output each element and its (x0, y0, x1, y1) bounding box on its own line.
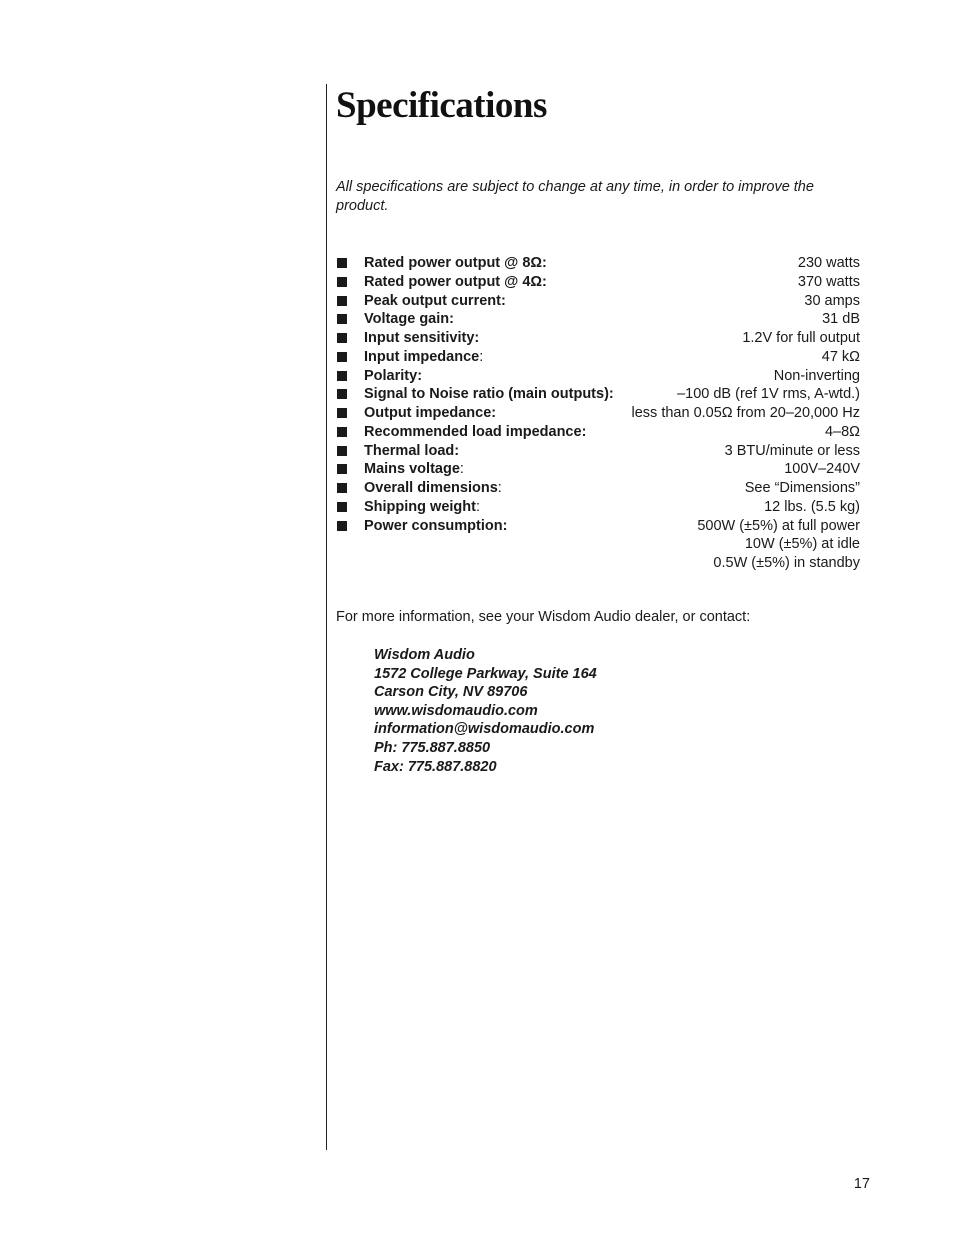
spec-label: Power consumption: (364, 517, 508, 534)
spec-label: Overall dimensions: (364, 480, 502, 496)
spec-value: –100 dB (ref 1V rms, A-wtd.) (677, 386, 860, 403)
spec-label: Rated power output @ 4Ω: (364, 273, 547, 290)
spec-label: Input impedance: (364, 348, 484, 365)
square-bullet-icon (337, 352, 347, 362)
spec-label: Peak output current: (364, 292, 506, 309)
contact-address (374, 646, 597, 776)
spec-label: Shipping weight: (364, 498, 480, 515)
square-bullet-icon (337, 314, 347, 324)
spec-label: Output impedance: (364, 405, 497, 421)
square-bullet-icon (337, 464, 347, 474)
address-line: 1572 College Parkway, Suite 164 (374, 665, 597, 682)
spec-value: 0.5W (±5%) in standby (713, 555, 860, 571)
square-bullet-icon (337, 446, 347, 456)
spec-value: 370 watts (797, 273, 860, 290)
address-line: Fax: 775.887.8820 (374, 758, 497, 775)
address-line: information@wisdomaudio.com (374, 721, 595, 738)
spec-value: Non-inverting (773, 367, 860, 384)
spec-value: 10W (±5%) at idle (744, 536, 860, 553)
spec-row (336, 479, 860, 498)
spec-row (336, 423, 860, 442)
square-bullet-icon (337, 371, 347, 381)
contact-intro: For more information, see your Wisdom Audio dealer, or contact: (336, 609, 751, 625)
spec-label: Rated power output @ 8Ω: (364, 255, 547, 271)
spec-row (336, 460, 860, 479)
spec-value: 30 amps (804, 292, 860, 309)
spec-value: 31 dB (822, 311, 860, 328)
spec-list (336, 254, 860, 573)
square-bullet-icon (337, 277, 347, 287)
page-title: Specifications (336, 85, 547, 126)
spec-label: Signal to Noise ratio (main outputs): (364, 386, 614, 403)
spec-value: 4–8Ω (824, 423, 860, 440)
spec-value: less than 0.05Ω from 20–20,000 Hz (631, 405, 860, 421)
spec-row (336, 367, 860, 386)
address-line: www.wisdomaudio.com (374, 702, 538, 719)
spec-label: Thermal load: (364, 442, 460, 459)
spec-label: Input sensitivity: (364, 330, 480, 346)
square-bullet-icon (337, 502, 347, 512)
spec-value: 47 kΩ (821, 348, 860, 365)
square-bullet-icon (337, 521, 347, 531)
address-line: Ph: 775.887.8850 (374, 739, 491, 756)
square-bullet-icon (337, 258, 347, 268)
spec-value: 100V–240V (784, 461, 860, 478)
spec-row (336, 292, 860, 311)
spec-row (336, 310, 860, 329)
address-line: Wisdom Audio (374, 647, 475, 663)
spec-row (336, 517, 860, 536)
square-bullet-icon (337, 408, 347, 418)
spec-label: Voltage gain: (364, 311, 454, 328)
square-bullet-icon (337, 483, 347, 493)
disclaimer-note: All specifications are subject to change at any time, in order to improve the product. (336, 179, 814, 214)
square-bullet-icon (337, 333, 347, 343)
square-bullet-icon (337, 296, 347, 306)
spec-row (336, 329, 860, 348)
spec-value-continuation (336, 554, 860, 573)
spec-row (336, 254, 860, 273)
spec-value: 500W (±5%) at full power (697, 517, 860, 534)
spec-value: 230 watts (797, 255, 860, 271)
spec-row (336, 498, 860, 517)
spec-row (336, 442, 860, 461)
spec-value-continuation (336, 535, 860, 554)
spec-value: 3 BTU/minute or less (724, 442, 860, 459)
spec-label: Recommended load impedance: (364, 423, 587, 440)
page-number: 17 (853, 1176, 870, 1192)
spec-row (336, 404, 860, 423)
spec-label: Polarity: (364, 367, 423, 384)
square-bullet-icon (337, 427, 347, 437)
spec-row (336, 273, 860, 292)
spec-value: 12 lbs. (5.5 kg) (764, 498, 860, 515)
square-bullet-icon (337, 389, 347, 399)
spec-value: 1.2V for full output (742, 330, 860, 346)
spec-label: Mains voltage: (364, 461, 464, 478)
address-line: Carson City, NV 89706 (374, 684, 528, 701)
margin-rule (326, 84, 327, 1150)
spec-row (336, 385, 860, 404)
spec-row (336, 348, 860, 367)
spec-value: See “Dimensions” (744, 480, 860, 496)
